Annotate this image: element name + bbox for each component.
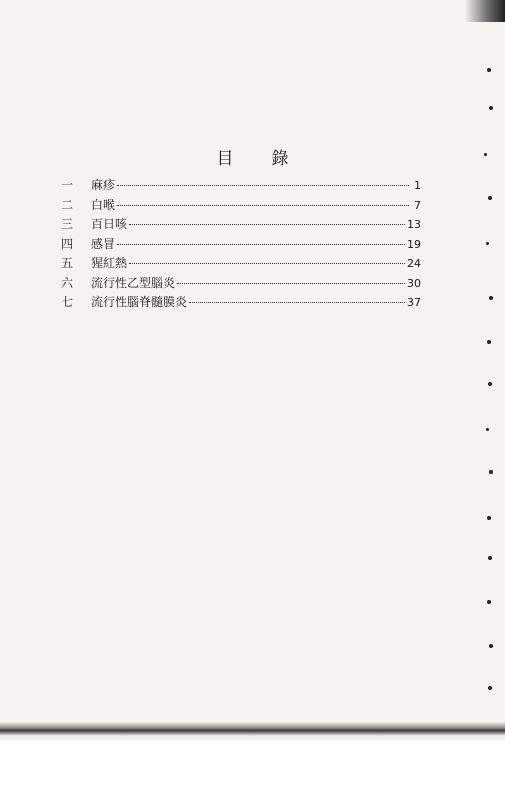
dot-leader	[189, 301, 405, 303]
toc-entry-title: 感冒	[91, 236, 116, 251]
toc-entry	[61, 215, 421, 235]
toc-entry-title: 百日咳	[91, 217, 128, 231]
toc-entry-page: 1	[414, 179, 421, 192]
toc-entry	[61, 196, 421, 216]
dot-leader	[129, 262, 405, 264]
page-right-edge	[475, 0, 505, 740]
page-bottom-edge	[0, 722, 505, 736]
page-title	[0, 144, 505, 169]
toc-entry-number: 七	[61, 295, 74, 309]
toc-entry-page: 37	[407, 296, 421, 309]
toc-entry-title: 猩紅熱	[91, 256, 128, 270]
toc-entry	[61, 254, 421, 274]
toc-entry-title: 流行性腦脊髓膜炎	[91, 295, 188, 309]
dot-leader	[117, 243, 405, 245]
toc-entry-page: 13	[407, 218, 421, 231]
toc-entry-number: 六	[61, 275, 74, 290]
toc-entry-page: 19	[407, 237, 421, 251]
dot-leader	[177, 282, 405, 284]
toc-entry-title: 麻疹	[91, 178, 116, 192]
toc-entry	[61, 293, 421, 313]
toc-entry-number: 三	[61, 217, 74, 231]
toc-entry-number: 一	[61, 178, 74, 192]
dot-leader	[129, 223, 405, 225]
bottom-margin	[0, 740, 505, 806]
toc-entry-page: 24	[407, 257, 421, 270]
toc-entry-page: 30	[407, 276, 421, 290]
toc-entry-number: 二	[61, 197, 74, 212]
table-of-contents	[61, 176, 421, 313]
toc-entry-page: 7	[414, 198, 421, 212]
title-char-1: 目	[216, 149, 234, 169]
toc-entry-number: 五	[61, 256, 74, 270]
toc-entry	[61, 274, 421, 294]
toc-entry-number: 四	[61, 236, 74, 251]
dot-leader	[117, 184, 409, 186]
toc-entry-title: 白喉	[91, 197, 116, 212]
dot-leader	[117, 204, 409, 206]
title-char-2: 錄	[271, 149, 289, 169]
toc-entry-title: 流行性乙型腦炎	[91, 275, 176, 290]
toc-entry	[61, 176, 421, 196]
toc-entry	[61, 235, 421, 255]
